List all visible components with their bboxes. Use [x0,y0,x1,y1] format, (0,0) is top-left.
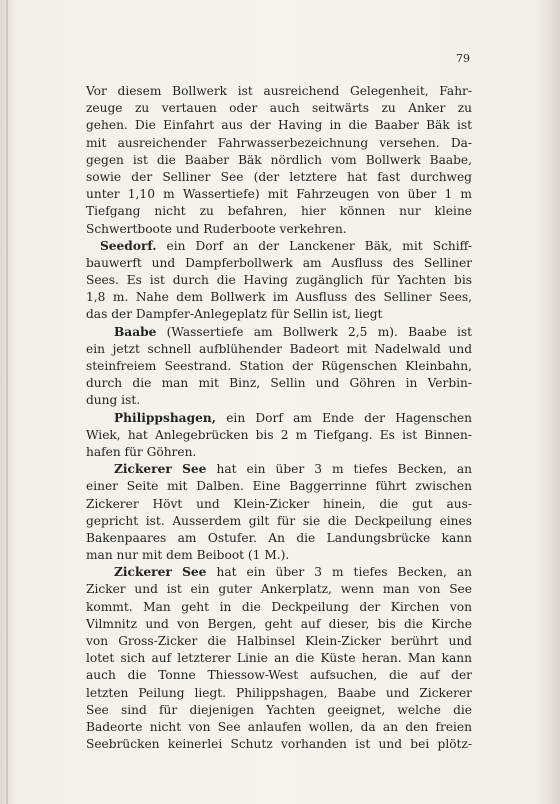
line-text: letzten Peilung liegt. Philippshagen, Baabe und Zickerer [86,685,472,700]
line-text: Schwertboote und Ruderboote verkehren. [86,221,347,236]
line-text: Tiefgang nicht zu befahren, hier können nur kleine [86,204,472,219]
text-line [86,719,472,736]
text-line [86,410,472,427]
text-line [86,203,472,220]
line-text: auch die Tonne Thiessow-West aufsuchen, die auf der [86,668,472,683]
text-line [86,238,472,255]
text-line [86,530,472,547]
text-line [86,478,472,495]
line-text: das der Dampfer-Anlegeplatz für Sellin ist, liegt [86,307,383,322]
line-text: gepricht ist. Ausserdem gilt für sie die Deckpeilung eines [86,513,472,528]
text-line [86,564,472,581]
line-text: Seebrücken keinerlei Schutz vorhanden ist und bei plötz- [86,737,472,752]
text-line [86,461,472,478]
text-line [86,633,472,650]
text-line [86,83,472,100]
bold-heading: Baabe [114,324,157,339]
line-text: bauwerft und Dampferbollwerk am Ausfluss des Selliner [86,255,472,270]
text-line [86,100,472,117]
line-text: hat ein über 3 m tiefes Becken, an [206,565,473,580]
text-line [86,650,472,667]
line-text: ein Dorf an der Lanckener Bäk, mit Schiff- [156,238,472,253]
line-text: unter 1,10 m Wassertiefe) mit Fahrzeugen von über 1 m [86,187,472,202]
text-line [86,513,472,530]
bold-heading: Philippshagen, [114,410,216,425]
page-binding-edge [6,0,8,804]
line-text: 1,8 m. Nahe dem Bollwerk im Ausfluss des Selliner Sees, [86,290,472,305]
bold-heading: Seedorf. [100,238,157,253]
text-line [86,581,472,598]
text-line [86,599,472,616]
line-text: dung ist. [86,393,141,408]
text-line [86,221,472,238]
text-line [86,685,472,702]
text-line [86,255,472,272]
text-line [86,135,472,152]
bold-heading: Zickerer See [114,565,207,580]
text-line [86,117,472,134]
text-line [86,358,472,375]
text-line [86,667,472,684]
line-text: kommt. Man geht in die Deckpeilung der Kirchen von [86,599,472,614]
page-number: 79 [456,52,470,65]
line-text: (Wassertiefe am Bollwerk 2,5 m). Baabe ist [156,324,472,339]
line-text: hafen für Göhren. [86,444,197,459]
line-text: gehen. Die Einfahrt aus der Having in die Baaber Bäk ist [86,118,472,133]
text-line [86,427,472,444]
line-text: durch die man mit Binz, Sellin und Göhren in Verbin- [86,376,472,391]
line-text: gegen ist die Baaber Bäk nördlich vom Bollwerk Baabe, [86,152,472,167]
text-line [86,152,472,169]
text-line [86,392,472,409]
text-line [86,186,472,203]
text-line [86,702,472,719]
text-line [86,169,472,186]
text-line [86,547,472,564]
line-text: hat ein über 3 m tiefes Becken, an [206,462,473,477]
text-line [86,375,472,392]
line-text: Wiek, hat Anlegebrücken bis 2 m Tiefgang. Es ist Binnen- [86,427,472,442]
line-text: ein Dorf am Ende der Hagenschen [215,410,472,425]
line-text: Zickerer Hövt und Klein-Zicker hinein, die gut aus- [86,496,472,511]
line-text: ein jetzt schnell aufblühender Badeort mit Nadelwald und [86,341,472,356]
line-text: See sind für diejenigen Yachten geeignet, welche die [86,702,472,717]
text-line [86,444,472,461]
text-line [86,306,472,323]
text-line [86,289,472,306]
line-text: von Gross-Zicker die Halbinsel Klein-Zicker berührt und [86,634,472,648]
line-text: Sees. Es ist durch die Having zugänglich für Yachten bis [86,273,472,288]
bold-heading: Zickerer See [114,462,207,477]
text-line [86,496,472,513]
text-line [86,341,472,358]
line-text: Vor diesem Bollwerk ist ausreichend Gelegenheit, Fahr- [86,84,472,98]
line-text: Vilmnitz und von Bergen, geht auf dieser, bis die Kirche [86,616,472,631]
text-line [86,324,472,341]
line-text: mit ausreichender Fahrwasserbezeichnung versehen. Da- [86,135,472,150]
body-text [86,83,472,753]
line-text: Bakenpaares am Ostufer. An die Landungsbrücke kann [86,530,472,545]
line-text: zeuge zu vertauen oder auch seitwärts zu Anker zu [86,101,472,116]
line-text: einer Seite mit Dalben. Eine Baggerrinne führt zwischen [86,479,472,494]
line-text: lotet sich auf letzterer Linie an die Küste heran. Man kann [86,651,472,666]
line-text: Badeorte nicht von See anlaufen wollen, da an den freien [86,719,472,734]
text-line [86,736,472,753]
text-line [86,272,472,289]
line-text: Zicker und ist ein guter Ankerplatz, wenn man von See [86,582,472,597]
text-line [86,616,472,633]
line-text: man nur mit dem Beiboot (1 M.). [86,548,290,563]
line-text: steinfreiem Seestrand. Station der Rügenschen Kleinbahn, [86,359,472,373]
line-text: sowie der Selliner See (der letztere hat fast durchweg [86,169,472,184]
